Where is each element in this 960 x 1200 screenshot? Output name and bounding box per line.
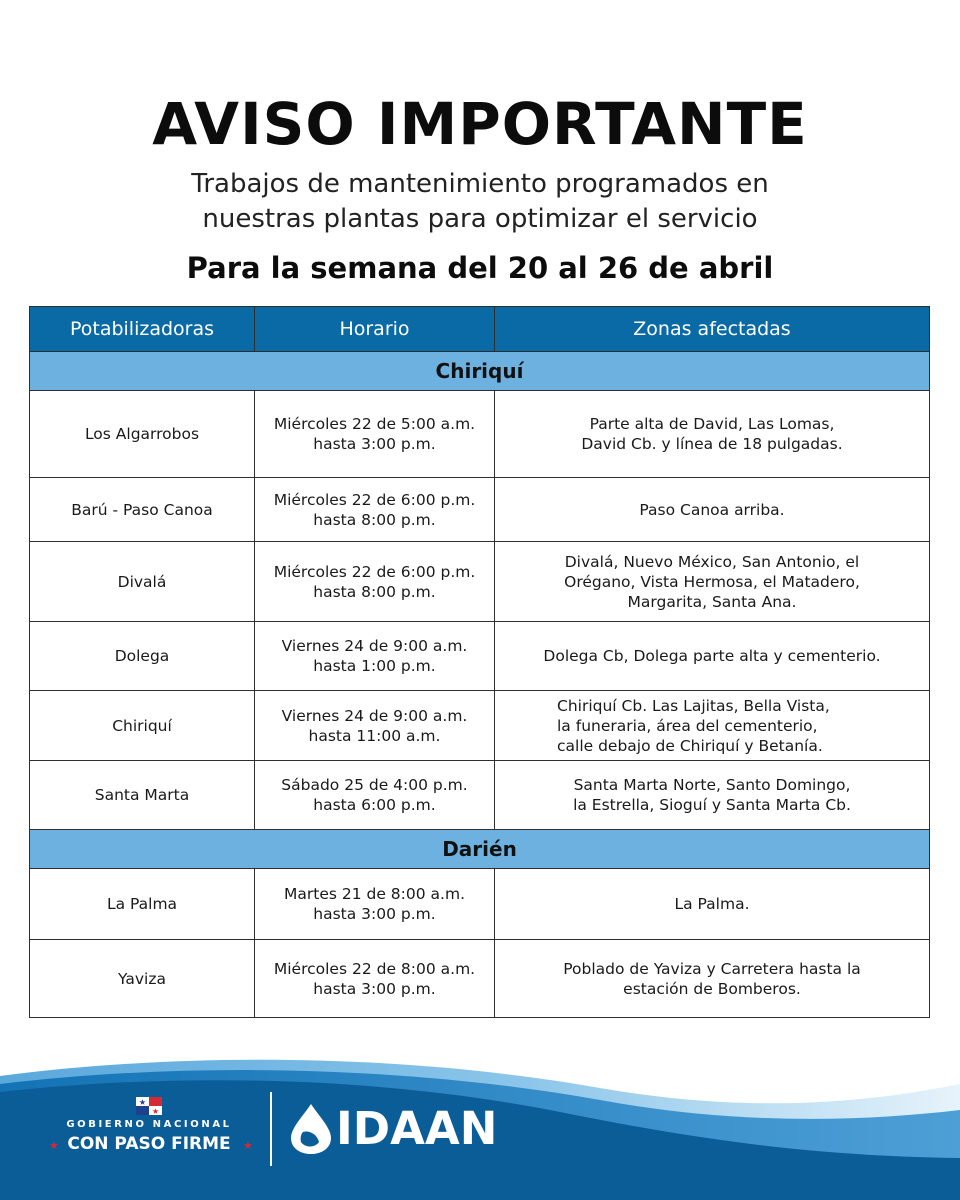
zone-line: Chiriquí Cb. Las Lajitas, Bella Vista, (557, 696, 830, 715)
table-row (30, 869, 930, 940)
schedule-start: Miércoles 22 de 5:00 a.m. (273, 415, 476, 433)
plant-name: Dolega (30, 622, 255, 691)
zone-line: La Palma. (674, 895, 750, 913)
schedule-cell (255, 869, 495, 940)
zone-line: Santa Marta Norte, Santo Domingo, (573, 776, 851, 794)
schedule-end: hasta 6:00 p.m. (313, 796, 436, 814)
zones-cell (495, 940, 930, 1018)
plant-name: Yaviza (30, 940, 255, 1018)
schedule-end: hasta 3:00 p.m. (313, 435, 436, 453)
schedule-start: Miércoles 22 de 6:00 p.m. (273, 562, 476, 581)
zones-cell (495, 478, 930, 542)
water-drop-logo-icon (287, 1102, 335, 1156)
plant-name: Divalá (30, 542, 255, 622)
zone-line: David Cb. y línea de 18 pulgadas. (581, 435, 843, 453)
schedule-cell (255, 391, 495, 478)
zones-cell (495, 761, 930, 830)
zone-line: Paso Canoa arriba. (639, 500, 785, 519)
schedule-cell (255, 761, 495, 830)
schedule-start: Martes 21 de 8:00 a.m. (284, 885, 465, 903)
table-row (30, 691, 930, 761)
zones-cell (495, 691, 930, 761)
zone-line: calle debajo de Chiriquí y Betanía. (557, 736, 823, 755)
maintenance-schedule-table (29, 306, 930, 1018)
star-icon: ★ (243, 1140, 253, 1152)
table-row (30, 478, 930, 542)
zone-line: la Estrella, Sioguí y Santa Marta Cb. (573, 796, 851, 814)
region-name: Darién (30, 830, 930, 869)
plant-name: Chiriquí (30, 691, 255, 761)
region-row-chiriqui (30, 352, 930, 391)
zone-line: Poblado de Yaviza y Carretera hasta la (563, 959, 861, 978)
zone-line: Divalá, Nuevo México, San Antonio, el (564, 552, 860, 571)
table-row (30, 622, 930, 691)
schedule-cell (255, 940, 495, 1018)
zone-line: Orégano, Vista Hermosa, el Matadero, (564, 572, 860, 591)
plant-name: Los Algarrobos (30, 391, 255, 478)
plant-name: La Palma (30, 869, 255, 940)
plant-name: Barú - Paso Canoa (30, 478, 255, 542)
schedule-end: hasta 8:00 p.m. (313, 510, 436, 529)
zones-cell (495, 391, 930, 478)
government-label: GOBIERNO NACIONAL (66, 1119, 232, 1130)
schedule-start: Viernes 24 de 9:00 a.m. (281, 637, 468, 655)
schedule-start: Miércoles 22 de 6:00 p.m. (273, 490, 476, 509)
table-row (30, 391, 930, 478)
schedule-end: hasta 11:00 a.m. (308, 726, 441, 745)
week-heading: Para la semana del 20 al 26 de abril (186, 251, 774, 285)
subtitle (0, 167, 960, 237)
star-icon: ★ (49, 1140, 59, 1152)
zone-line: Margarita, Santa Ana. (627, 592, 797, 611)
table-header-row (30, 307, 930, 352)
column-header-schedule: Horario (255, 307, 495, 352)
zone-line: estación de Bomberos. (623, 979, 801, 998)
schedule-cell (255, 542, 495, 622)
table-row (30, 940, 930, 1018)
plant-name: Santa Marta (30, 761, 255, 830)
zone-line: la funeraria, área del cementerio, (557, 716, 818, 735)
table-row (30, 761, 930, 830)
schedule-end: hasta 3:00 p.m. (313, 905, 436, 923)
zones-cell (495, 542, 930, 622)
schedule-start: Miércoles 22 de 8:00 a.m. (273, 959, 476, 978)
schedule-end: hasta 1:00 p.m. (313, 657, 436, 675)
column-header-zones: Zonas afectadas (495, 307, 930, 352)
footer-divider (270, 1092, 272, 1166)
region-name: Chiriquí (30, 352, 930, 391)
schedule-cell (255, 478, 495, 542)
schedule-start: Sábado 25 de 4:00 p.m. (281, 776, 468, 794)
panama-flag-icon (136, 1097, 162, 1115)
region-row-darien (30, 830, 930, 869)
zones-cell (495, 622, 930, 691)
zone-line: Parte alta de David, Las Lomas, (589, 415, 835, 433)
schedule-cell (255, 622, 495, 691)
schedule-end: hasta 3:00 p.m. (313, 979, 436, 998)
zone-line: Dolega Cb, Dolega parte alta y cementerio. (543, 647, 881, 665)
subtitle-line-1: Trabajos de mantenimiento programados en (191, 169, 769, 199)
page-title: AVISO IMPORTANTE (152, 90, 808, 158)
table-row (30, 542, 930, 622)
schedule-start: Viernes 24 de 9:00 a.m. (281, 706, 468, 725)
government-slogan: CON PASO FIRME (67, 1134, 231, 1154)
schedule-cell (255, 691, 495, 761)
idaan-logo-text: IDAAN (336, 1102, 498, 1155)
subtitle-line-2: nuestras plantas para optimizar el servicio (202, 204, 758, 234)
schedule-end: hasta 8:00 p.m. (313, 582, 436, 601)
column-header-plants: Potabilizadoras (30, 307, 255, 352)
zones-cell (495, 869, 930, 940)
